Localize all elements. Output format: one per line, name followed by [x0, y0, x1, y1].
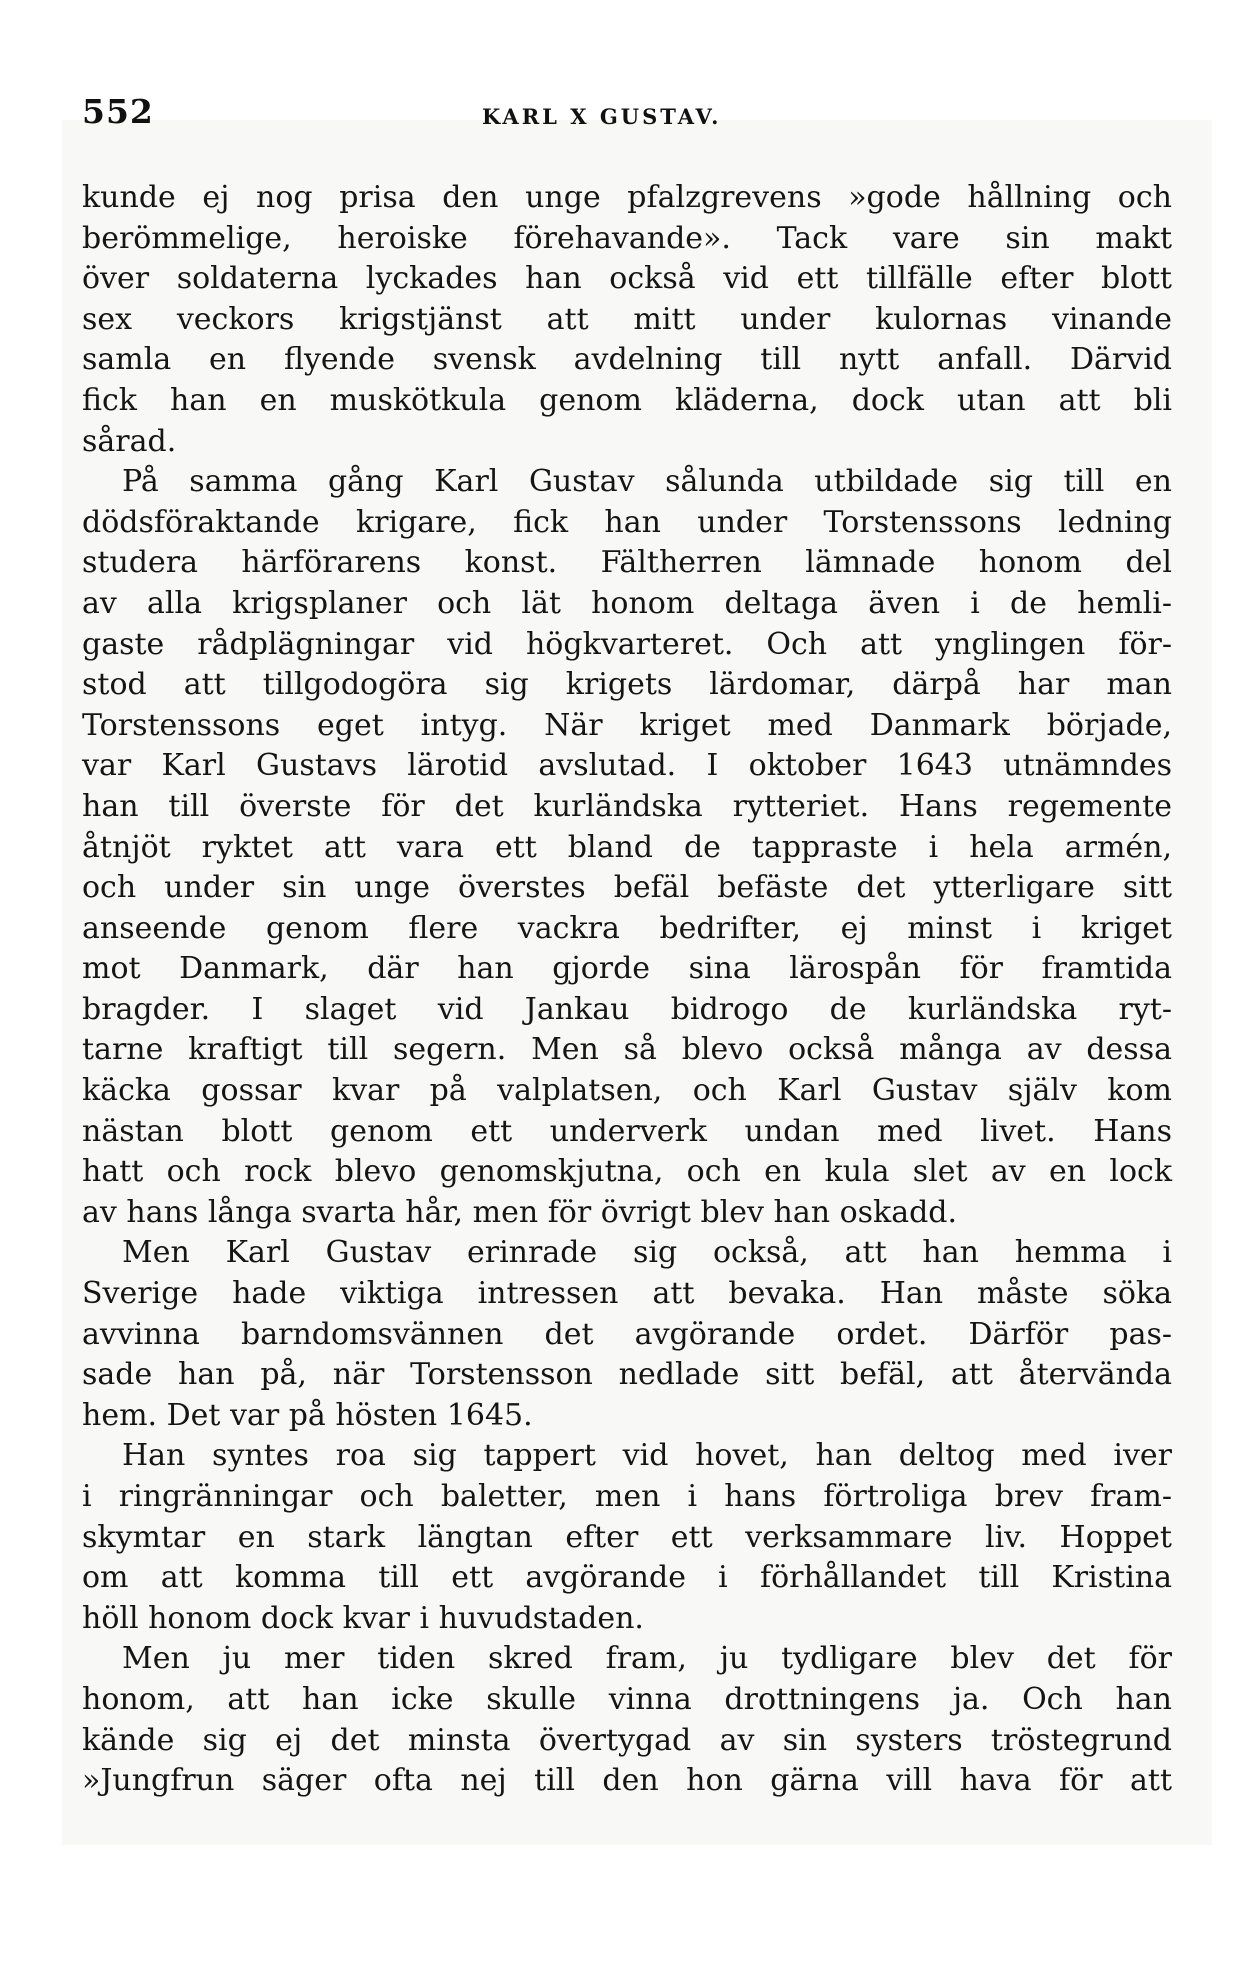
text-line: berömmelige, heroiske förehavande». Tack vare sin makt — [82, 220, 1172, 256]
paragraph-start-line: Men Karl Gustav erinrade sig också, att han hemma i — [122, 1235, 1172, 1271]
text-line: sex veckors krigstjänst att mitt under kulornas vinande — [82, 301, 1172, 337]
text-line: kunde ej nog prisa den unge pfalzgrevens »gode hållning och — [82, 180, 1172, 215]
paragraph-start-line: På samma gång Karl Gustav sålunda utbildade sig till en — [122, 464, 1172, 500]
paragraph-start-line: Han syntes roa sig tappert vid hovet, han deltog med iver — [122, 1438, 1172, 1474]
text-line: tarne kraftigt till segern. Men så blevo också många av dessa — [82, 1032, 1172, 1068]
text-line: över soldaterna lyckades han också vid ett tillfälle efter blott — [82, 261, 1172, 297]
text-line: dödsföraktande krigare, fick han under Torstenssons ledning — [82, 504, 1172, 540]
text-line: skymtar en stark längtan efter ett verksammare liv. Hoppet — [82, 1519, 1172, 1555]
text-line: mot Danmark, där han gjorde sina lärospån för framtida — [82, 951, 1172, 987]
body-text — [82, 178, 1172, 1802]
text-line: studera härförarens konst. Fältherren lämnade honom del — [82, 545, 1172, 581]
text-line: Torstenssons eget intyg. När kriget med Danmark började, — [82, 707, 1172, 743]
text-line: anseende genom flere vackra bedrifter, ej minst i kriget — [82, 910, 1172, 946]
text-line: kände sig ej det minsta övertygad av sin systers tröstegrund — [82, 1722, 1172, 1758]
text-line: var Karl Gustavs lärotid avslutad. I oktober 1643 utnämndes — [82, 748, 1172, 784]
text-line: hatt och rock blevo genomskjutna, och en kula slet av en lock — [82, 1154, 1172, 1190]
paragraph-start-line: Men ju mer tiden skred fram, ju tydligare blev det för — [122, 1641, 1172, 1677]
text-line: han till överste för det kurländska rytteriet. Hans regemente — [82, 788, 1172, 824]
text-line: om att komma till ett avgörande i förhållandet till Kristina — [82, 1560, 1172, 1596]
text-line: stod att tillgodogöra sig krigets lärdomar, därpå har man — [82, 667, 1172, 703]
text-line: avvinna barndomsvännen det avgörande ordet. Därför pas- — [82, 1316, 1172, 1352]
text-line: gaste rådplägningar vid högkvarteret. Och att ynglingen för- — [82, 626, 1172, 662]
text-line: fick han en muskötkula genom kläderna, dock utan att bli — [82, 382, 1172, 418]
text-line: samla en flyende svensk avdelning till nytt anfall. Därvid — [82, 342, 1172, 378]
running-title: KARL X GUSTAV. — [482, 104, 722, 129]
page-number: 552 — [82, 92, 154, 131]
text-line: sårad. — [82, 423, 177, 459]
text-line: »Jungfrun säger ofta nej till den hon gärna vill hava för att — [82, 1763, 1172, 1799]
text-line: i ringränningar och baletter, men i hans förtroliga brev fram- — [82, 1479, 1172, 1514]
text-line: hem. Det var på hösten 1645. — [82, 1397, 533, 1433]
text-line: av alla krigsplaner och lät honom deltaga även i de hemli- — [82, 585, 1172, 621]
text-line: honom, att han icke skulle vinna drottningens ja. Och han — [82, 1681, 1172, 1717]
text-line: käcka gossar kvar på valplatsen, och Karl Gustav själv kom — [82, 1073, 1172, 1109]
text-line: Sverige hade viktiga intressen att bevaka. Han måste söka — [82, 1276, 1172, 1312]
running-head — [82, 92, 1168, 142]
text-line: åtnjöt ryktet att vara ett bland de tappraste i hela armén, — [82, 829, 1172, 865]
text-line: av hans långa svarta hår, men för övrigt blev han oskadd. — [82, 1194, 958, 1230]
text-line: nästan blott genom ett underverk undan med livet. Hans — [82, 1113, 1172, 1149]
text-line: och under sin unge överstes befäl befäste det ytterligare sitt — [82, 870, 1172, 906]
text-line: sade han på, när Torstensson nedlade sitt befäl, att återvända — [82, 1357, 1172, 1393]
text-line: höll honom dock kvar i huvudstaden. — [82, 1600, 644, 1636]
text-line: bragder. I slaget vid Jankau bidrogo de kurländska ryt- — [82, 991, 1172, 1027]
